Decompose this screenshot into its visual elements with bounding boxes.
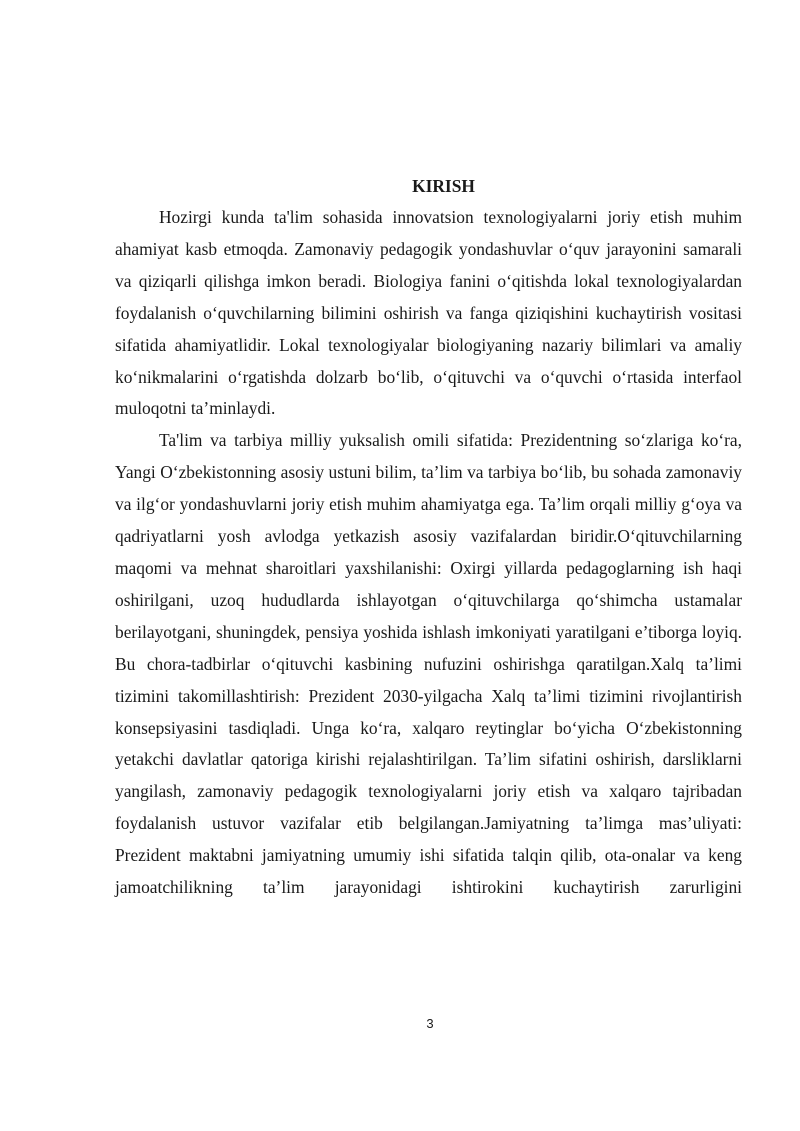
paragraph-intro: Hozirgi kunda ta'lim sohasida innovatsion texnologiyalarni joriy etish muhim ahamiyat kasb etmoqda. Zamonaviy pedagogik yondashuvlar o‘quv jarayonini samarali va qiziqarli qilishga imkon beradi. Biologiya fanini o‘qitishda lokal texnologiyalardan foydalanish o‘quvchilarning bilimini oshirish va fanga qiziqishini kuchaytirish vositasi sifatida ahamiyatlidir. Lokal texnologiyalar biologiyaning nazariy bilimlari va amaliy ko‘nikmalarini o‘rgatishda dolzarb bo‘lib, o‘qituvchi va o‘quvchi o‘rtasida interfaol muloqotni ta’minlaydi. [115,207,742,419]
page-content [115,175,742,904]
section-heading: KIRISH [412,176,475,196]
page-number: 3 [426,1016,434,1031]
paragraph-education: Ta'lim va tarbiya milliy yuksalish omili sifatida: Prezidentning so‘zlariga ko‘ra, Yangi O‘zbekistonning asosiy ustuni bilim, ta’lim va tarbiya bo‘lib, bu sohada zamonaviy va ilg‘or yondashuvlarni joriy etish muhim ahamiyatga ega. Ta’lim orqali milliy g‘oya va qadriyatlarni yosh avlodga yetkazish asosiy vazifalardan biridir.O‘qituvchilarning maqomi va mehnat sharoitlari yaxshilanishi: Oxirgi yillarda pedagoglarning ish haqi oshirilgani, uzoq hududlarda ishlayotgan o‘qituvchilarga qo‘shimcha ustamalar berilayotgani, shuningdek, pensiya yoshida ishlash imkoniyati yaratilgani e’tiborga loyiq. Bu chora-tadbirlar o‘qituvchi kasbining nufuzini oshirishga qaratilgan.Xalq ta’limi tizimini takomillashtirish: Prezident 2030-yilgacha Xalq ta’limi tizimini rivojlantirish konsepsiyasini tasdiqladi. Unga ko‘ra, xalqaro reytinglar bo‘yicha O‘zbekistonning yetakchi davlatlar qatoriga kirishi rejalashtirilgan. Ta’lim sifatini oshirish, darsliklarni yangilash, zamonaviy pedagogik texnologiyalarni joriy etish va xalqaro tajribadan foydalanish ustuvor vazifalar etib belgilangan.Jamiyatning ta’limga mas’uliyati: Prezident maktabni jamiyatning umumiy ishi sifatida talqin qilib, ota-onalar va keng jamoatchilikning ta’lim jarayonidagi ishtirokini kuchaytirish zarurligini [115,430,742,898]
